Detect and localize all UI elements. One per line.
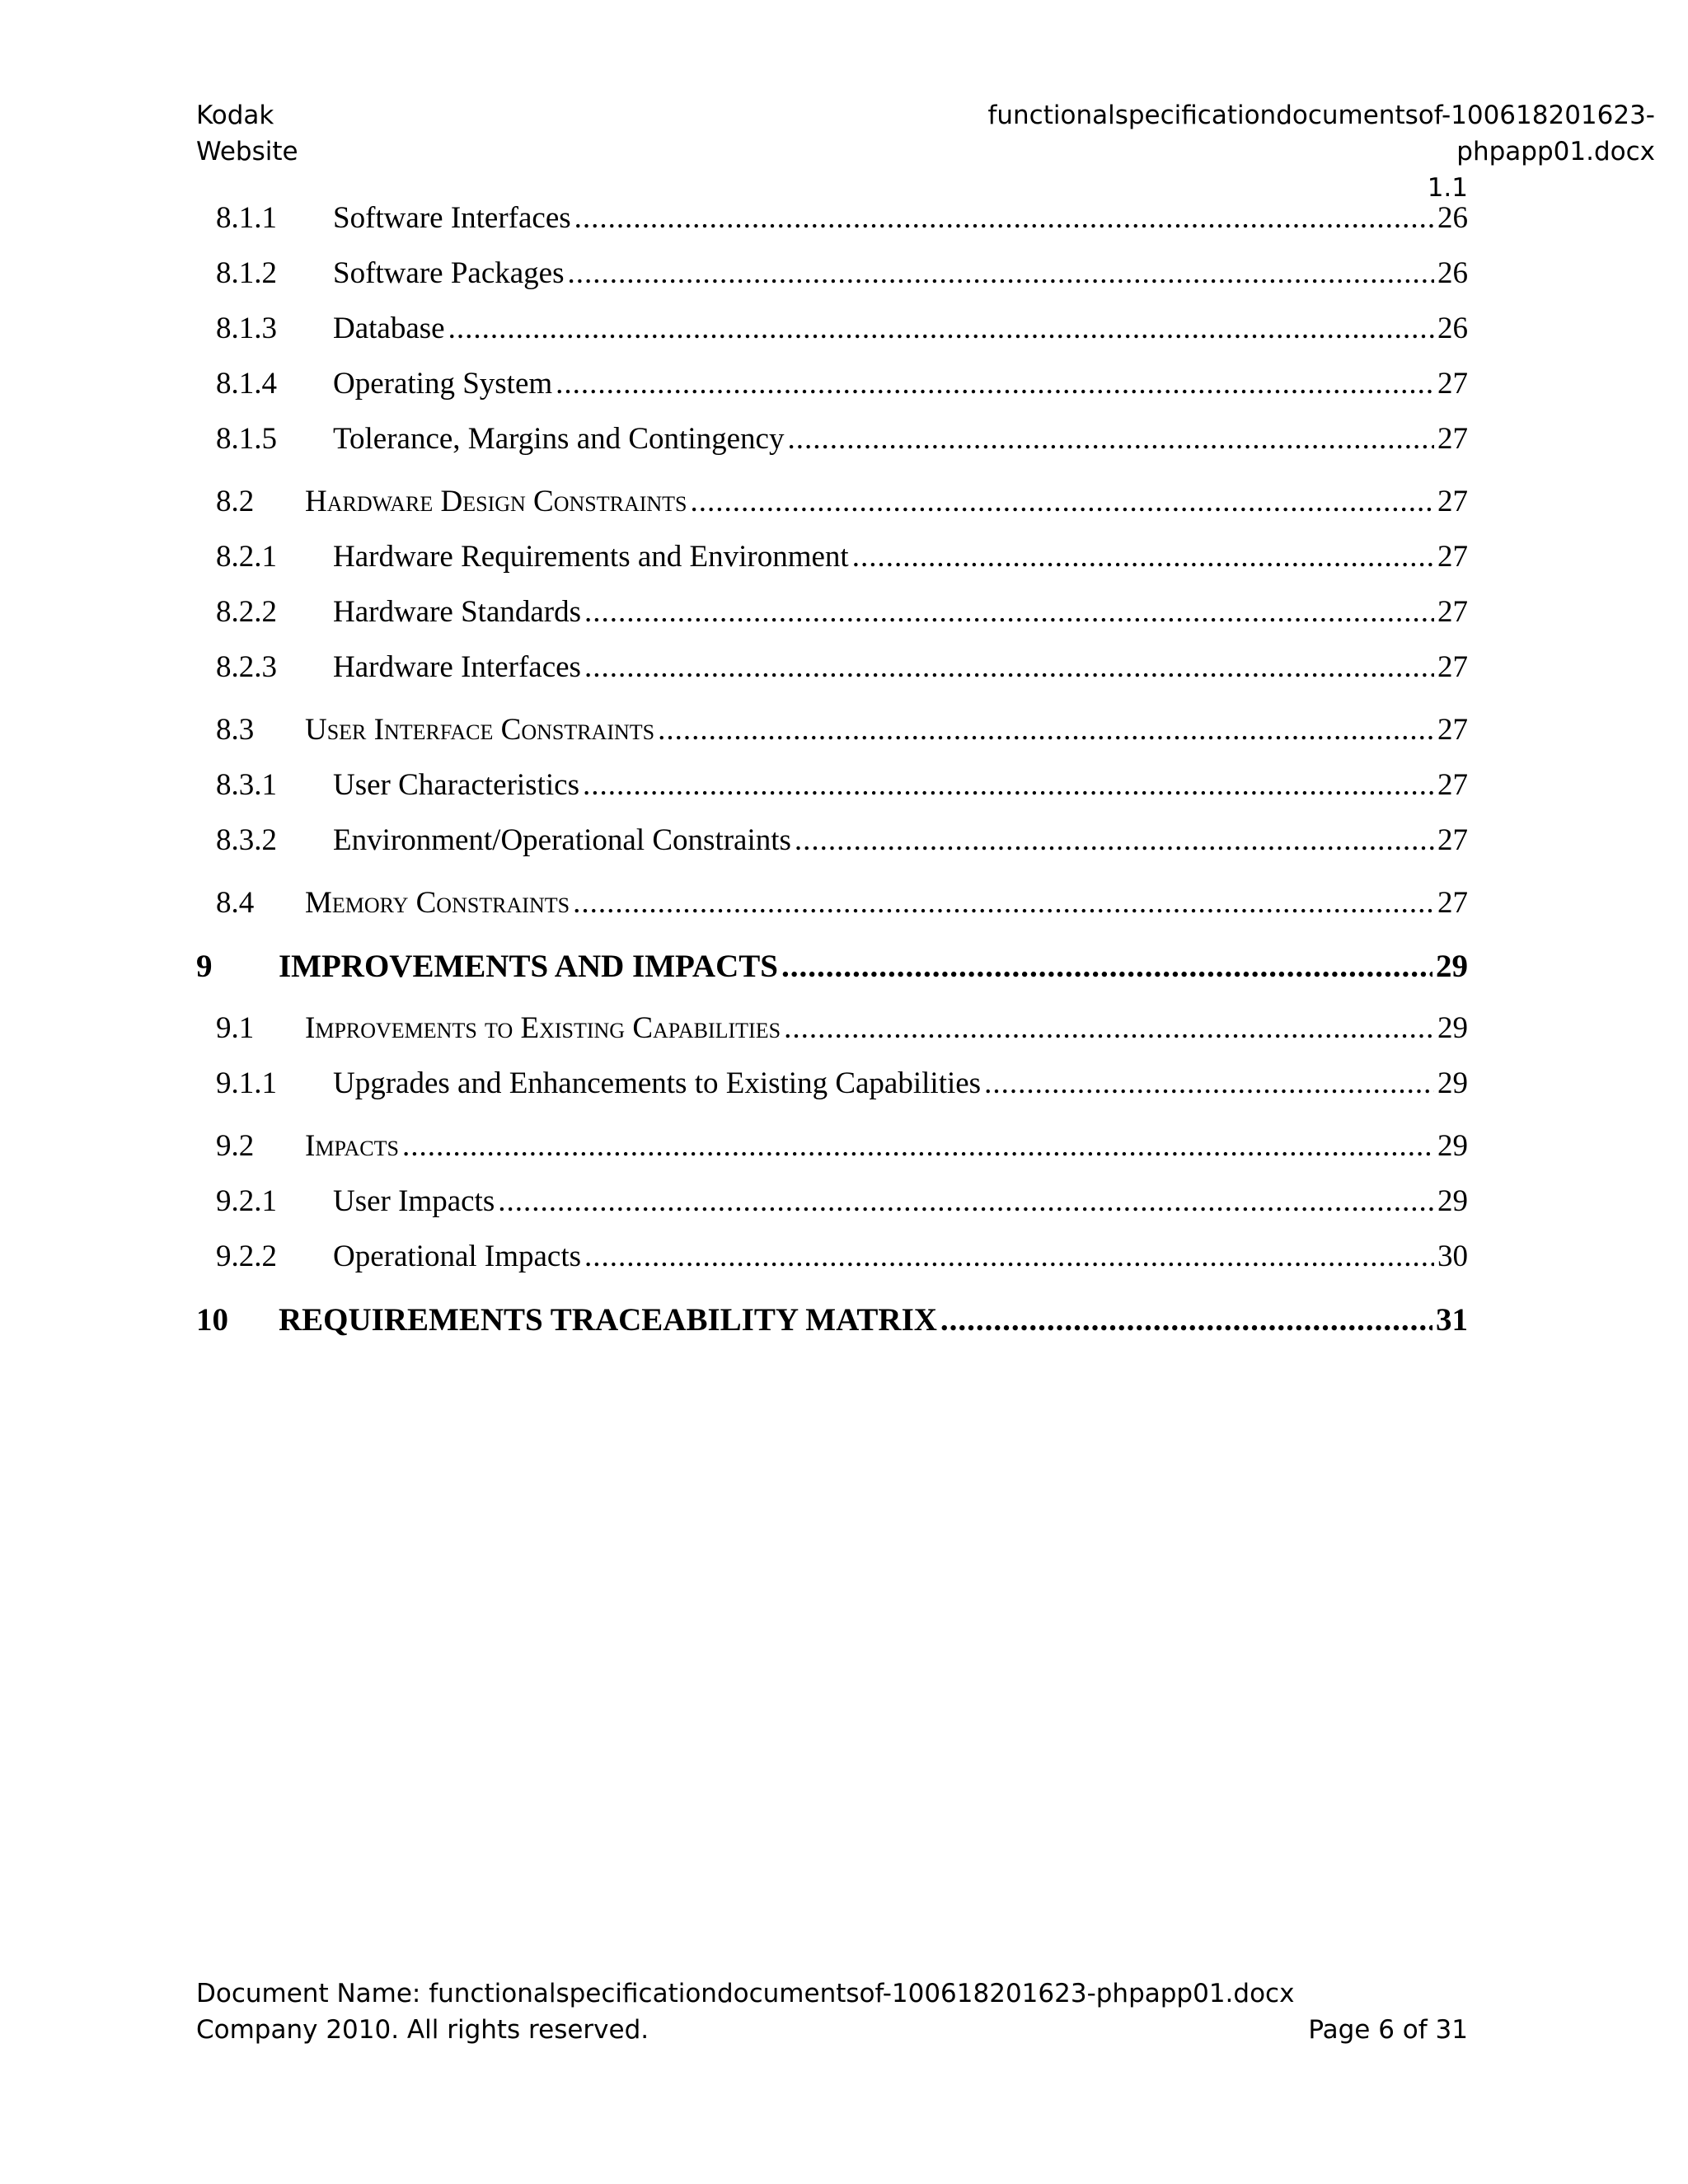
- toc-dot-leader: [573, 885, 1434, 921]
- toc-entry-number: 9.1: [216, 1011, 255, 1045]
- toc-entry-number: 8.3.1: [216, 768, 277, 802]
- toc-dot-leader: [795, 823, 1434, 858]
- page-header-left: [196, 97, 298, 170]
- toc-entry-page: 27: [1437, 485, 1468, 518]
- toc-dot-leader: [787, 421, 1434, 457]
- toc-entry-number: 8.2.3: [216, 650, 277, 684]
- toc-entry-number: 8.1.4: [216, 367, 277, 401]
- toc-entry[interactable]: [196, 539, 1468, 594]
- toc-entry[interactable]: [196, 1128, 1468, 1183]
- toc-entry-number: 10: [196, 1302, 228, 1338]
- toc-entry-title: Operating System: [333, 367, 553, 401]
- toc-entry-page: 27: [1437, 595, 1468, 629]
- toc-entry-title: Memory Constraints: [305, 886, 570, 920]
- toc-entry-page: 30: [1437, 1240, 1468, 1273]
- toc-entry[interactable]: [196, 1183, 1468, 1239]
- toc-entry-number: 9.2.2: [216, 1240, 277, 1273]
- toc-entry[interactable]: [196, 712, 1468, 767]
- toc-entry-title: REQUIREMENTS TRACEABILITY MATRIX: [279, 1302, 937, 1338]
- toc-entry-page: 29: [1437, 1011, 1468, 1045]
- toc-entry-page: 27: [1437, 768, 1468, 802]
- header-version: 1.1: [1427, 173, 1468, 203]
- toc-dot-leader: [940, 1301, 1432, 1338]
- toc-dot-leader: [658, 712, 1434, 748]
- toc-entry-title: Improvements to Existing Capabilities: [305, 1011, 781, 1045]
- toc-entry-page: 27: [1437, 367, 1468, 401]
- page-footer: [196, 1975, 1468, 2048]
- toc-dot-leader: [574, 200, 1434, 236]
- toc-entry[interactable]: [196, 649, 1468, 705]
- toc-dot-leader: [583, 767, 1434, 803]
- toc-entry-number: 8.1.2: [216, 256, 277, 290]
- toc-entry-page: 27: [1437, 540, 1468, 574]
- toc-entry[interactable]: [196, 948, 1468, 1003]
- toc-entry-title: Upgrades and Enhancements to Existing Capabilities: [333, 1066, 982, 1100]
- toc-entry-title: Software Packages: [333, 256, 565, 290]
- toc-dot-leader: [584, 1239, 1434, 1274]
- table-of-contents: [196, 200, 1468, 1357]
- toc-entry-number: 9.2: [216, 1129, 255, 1163]
- toc-dot-leader: [584, 649, 1434, 685]
- toc-entry-page: 27: [1437, 886, 1468, 920]
- toc-entry-number: 8.2: [216, 485, 255, 518]
- toc-entry-page: 29: [1436, 949, 1468, 984]
- toc-entry[interactable]: [196, 255, 1468, 311]
- toc-entry[interactable]: [196, 823, 1468, 878]
- toc-entry-title: Database: [333, 312, 445, 345]
- toc-entry-page: 29: [1437, 1184, 1468, 1218]
- toc-entry[interactable]: [196, 1239, 1468, 1294]
- toc-entry-page: 26: [1437, 312, 1468, 345]
- toc-entry-number: 9: [196, 949, 213, 984]
- toc-entry-title: Tolerance, Margins and Contingency: [333, 422, 785, 456]
- toc-entry-title: User Characteristics: [333, 768, 579, 802]
- toc-dot-leader: [498, 1183, 1434, 1219]
- toc-dot-leader: [691, 484, 1434, 519]
- toc-entry-number: 9.1.1: [216, 1066, 277, 1100]
- toc-entry[interactable]: [196, 594, 1468, 649]
- toc-dot-leader: [584, 594, 1434, 630]
- toc-entry-title: Environment/Operational Constraints: [333, 823, 791, 857]
- toc-dot-leader: [448, 311, 1434, 346]
- toc-dot-leader: [402, 1128, 1434, 1164]
- toc-entry-number: 8.2.1: [216, 540, 277, 574]
- toc-dot-leader: [852, 539, 1434, 574]
- toc-entry-title: Impacts: [305, 1129, 399, 1163]
- header-filename: functionalspecificationdocumentsof-100618201623-phpapp01.docx: [987, 101, 1655, 166]
- toc-entry[interactable]: [196, 311, 1468, 366]
- toc-entry-page: 26: [1437, 201, 1468, 235]
- header-company: Kodak: [196, 101, 274, 130]
- toc-entry[interactable]: [196, 421, 1468, 476]
- toc-entry-page: 26: [1437, 256, 1468, 290]
- toc-dot-leader: [556, 366, 1434, 401]
- toc-entry[interactable]: [196, 885, 1468, 940]
- toc-entry-title: Operational Impacts: [333, 1240, 582, 1273]
- toc-entry-title: Hardware Interfaces: [333, 650, 581, 684]
- toc-entry-title: IMPROVEMENTS AND IMPACTS: [279, 949, 778, 984]
- toc-entry-page: 27: [1437, 713, 1468, 747]
- toc-dot-leader: [567, 255, 1434, 291]
- toc-entry[interactable]: [196, 366, 1468, 421]
- toc-entry-number: 8.1.1: [216, 201, 277, 235]
- footer-document-name: Document Name: functionalspecificationdocumentsof-100618201623-phpapp01.docx: [196, 1979, 1295, 2008]
- toc-entry[interactable]: [196, 1010, 1468, 1066]
- toc-entry-number: 8.3: [216, 713, 255, 747]
- toc-entry-number: 8.1.5: [216, 422, 277, 456]
- toc-entry-title: User Impacts: [333, 1184, 495, 1218]
- page-header-right: [831, 97, 1655, 206]
- toc-entry-number: 9.2.1: [216, 1184, 277, 1218]
- toc-entry-title: Software Interfaces: [333, 201, 571, 235]
- toc-entry-number: 8.1.3: [216, 312, 277, 345]
- toc-entry-title: User Interface Constraints: [305, 713, 655, 747]
- toc-dot-leader: [984, 1066, 1434, 1101]
- toc-entry-number: 8.2.2: [216, 595, 277, 629]
- toc-entry-page: 31: [1436, 1302, 1468, 1338]
- toc-entry-page: 27: [1437, 422, 1468, 456]
- toc-entry[interactable]: [196, 484, 1468, 539]
- toc-dot-leader: [784, 1010, 1434, 1046]
- toc-entry-page: 27: [1437, 650, 1468, 684]
- footer-copyright: Company 2010. All rights reserved.: [196, 2015, 649, 2045]
- toc-entry-page: 29: [1437, 1066, 1468, 1100]
- toc-entry-title: Hardware Design Constraints: [305, 485, 687, 518]
- toc-entry[interactable]: [196, 1066, 1468, 1121]
- toc-entry[interactable]: [196, 1301, 1468, 1357]
- toc-entry-page: 27: [1437, 823, 1468, 857]
- toc-entry-title: Hardware Requirements and Environment: [333, 540, 849, 574]
- toc-entry-number: 8.3.2: [216, 823, 277, 857]
- footer-page-number: Page 6 of 31: [1308, 2015, 1468, 2045]
- toc-dot-leader: [781, 948, 1432, 985]
- toc-entry[interactable]: [196, 200, 1468, 255]
- toc-entry-page: 29: [1437, 1129, 1468, 1163]
- toc-entry[interactable]: [196, 767, 1468, 823]
- toc-entry-title: Hardware Standards: [333, 595, 582, 629]
- header-site: Website: [196, 137, 298, 166]
- toc-entry-number: 8.4: [216, 886, 255, 920]
